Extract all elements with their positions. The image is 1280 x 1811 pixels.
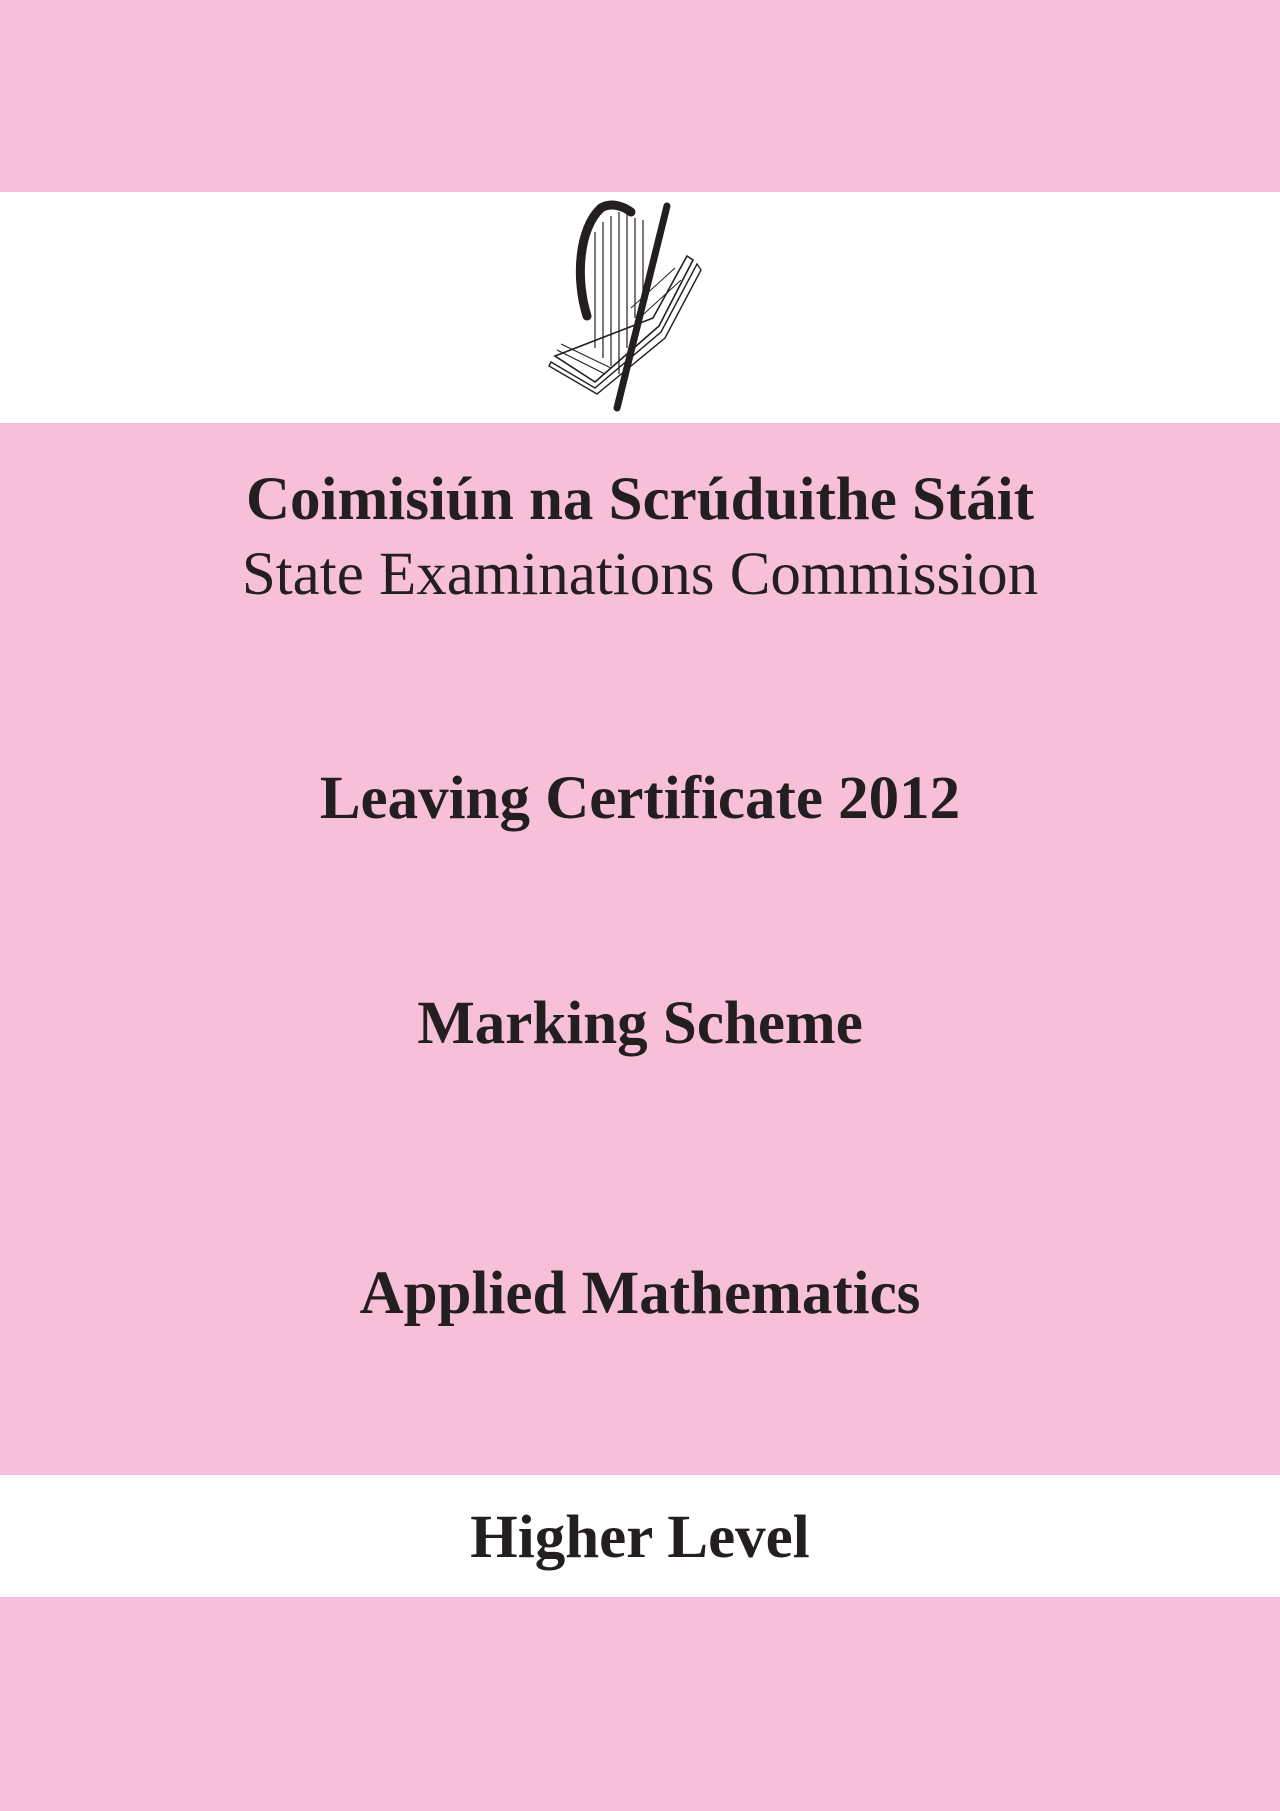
subject-name: Applied Mathematics xyxy=(359,1260,921,1327)
exam-title: Leaving Certificate 2012 xyxy=(319,765,961,832)
level-name: Higher Level xyxy=(470,1504,810,1571)
document-type: Marking Scheme xyxy=(417,990,863,1057)
commission-name-irish: Coimisiún na Scrúduithe Stáit xyxy=(245,466,1035,533)
commission-name-english: State Examinations Commission xyxy=(241,541,1039,608)
harp-logo-icon xyxy=(535,198,703,412)
